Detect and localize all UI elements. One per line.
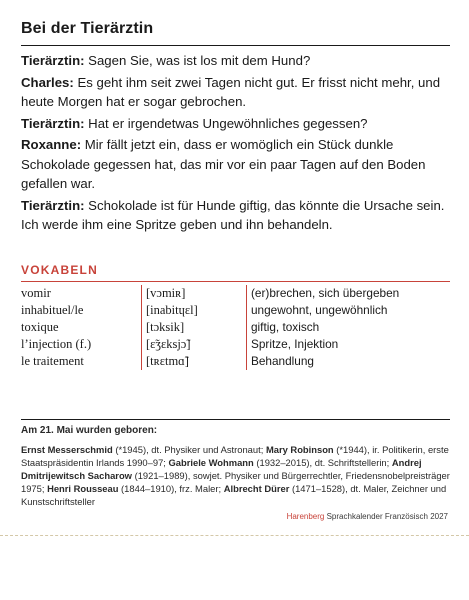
vocab-german: (er)brechen, sich übergeben — [246, 285, 450, 302]
vocab-row — [21, 336, 450, 353]
births-text — [21, 443, 451, 508]
speaker-name: Tierärztin: — [21, 53, 85, 68]
vocab-german: ungewohnt, ungewöhnlich — [246, 302, 450, 319]
birth-name: Albrecht Dürer — [223, 483, 290, 494]
title-divider — [21, 45, 450, 46]
publisher-title: Sprachkalender Französisch 2027 — [324, 512, 448, 521]
dialogue-line — [21, 196, 453, 235]
speaker-name: Roxanne: — [21, 137, 82, 152]
birth-detail: (*1944), ir. Politikerin, erste Staatspräsidentin Irlands 1990–97; — [21, 444, 449, 468]
vocab-french: vomir — [21, 286, 51, 300]
birth-detail: (*1945), dt. Physiker und Astronaut; — [112, 444, 266, 455]
vocab-table — [21, 285, 450, 370]
vocab-row — [21, 319, 450, 336]
dialogue-text: Mir fällt jetzt ein, dass er womöglich ein Stück dunkle Schokolade gegessen hat, das mir vor ein paar Tagen auf den Boden gefallen war. — [21, 137, 426, 191]
vocab-phonetic: [ɛ̃ʒɛksjɔ̃] — [141, 336, 246, 353]
speaker-name: Tierärztin: — [21, 197, 85, 213]
birth-name: Gabriele Wohmann — [168, 457, 254, 468]
vocab-heading: VOKABELN — [21, 263, 98, 277]
dialogue-line — [21, 114, 453, 134]
births-heading: Am 21. Mai wurden geboren: — [21, 425, 158, 436]
birth-name: Ernst Messerschmid — [21, 444, 113, 455]
vocab-row — [21, 353, 450, 370]
publisher-footer — [287, 512, 448, 521]
births-divider — [21, 419, 450, 420]
page-title: Bei der Tierärztin — [21, 20, 154, 37]
publisher-brand: Harenberg — [286, 512, 325, 521]
vocab-phonetic: [tɔksik] — [141, 319, 246, 336]
perforation-line — [0, 535, 469, 536]
birth-detail: (1932–2015), dt. Schriftstellerin; — [253, 457, 392, 468]
vocab-french: toxique — [21, 320, 59, 334]
vocab-phonetic: [tʀɛtmɑ̃] — [141, 353, 246, 370]
dialogue-text: Hat er irgendetwas Ungewöhnliches gegessen? — [84, 115, 368, 131]
vocab-row — [21, 285, 450, 302]
vocab-german: Behandlung — [246, 353, 450, 370]
dialogue-text: Sagen Sie, was ist los mit dem Hund? — [84, 53, 311, 68]
vocab-french: l’injection (f.) — [21, 337, 92, 351]
birth-name: Henri Rousseau — [47, 483, 119, 494]
dialogue-text: Schokolade ist für Hunde giftig, das könnte die Ursache sein. Ich werde ihm eine Spritze geben und ihn behandeln. — [21, 197, 445, 232]
dialogue — [21, 51, 453, 237]
speaker-name: Tierärztin: — [21, 115, 85, 131]
vocab-divider — [21, 281, 450, 282]
birth-detail: (1844–1910), frz. Maler; — [118, 483, 224, 494]
birth-name: Mary Robinson — [265, 444, 334, 455]
birth-name: Andrej Dmitrijewitsch Sacharow — [21, 457, 422, 481]
vocab-german: giftig, toxisch — [246, 319, 450, 336]
birth-detail: (1471–1528), dt. Maler, Zeichner und Kunstschriftsteller — [21, 483, 447, 507]
vocab-french: le traitement — [21, 354, 84, 368]
vocab-phonetic: [inabitɥɛl] — [141, 302, 246, 319]
vocab-german: Spritze, Injektion — [246, 336, 450, 353]
dialogue-line — [21, 73, 453, 112]
dialogue-line — [21, 135, 453, 194]
dialogue-text: Es geht ihm seit zwei Tagen nicht gut. Er frisst nicht mehr, und heute Morgen hat er sogar gebrochen. — [21, 74, 441, 109]
births-section — [21, 424, 451, 508]
vocab-french: inhabituel/le — [21, 303, 84, 317]
birth-detail: (1921–1989), sowjet. Physiker und Bürgerrechtler, Friedensnobelpreisträger 1975; — [21, 470, 450, 494]
vocab-phonetic: [vɔmiʀ] — [141, 285, 246, 302]
speaker-name: Charles: — [21, 74, 74, 90]
vocab-row — [21, 302, 450, 319]
dialogue-line — [21, 51, 453, 71]
